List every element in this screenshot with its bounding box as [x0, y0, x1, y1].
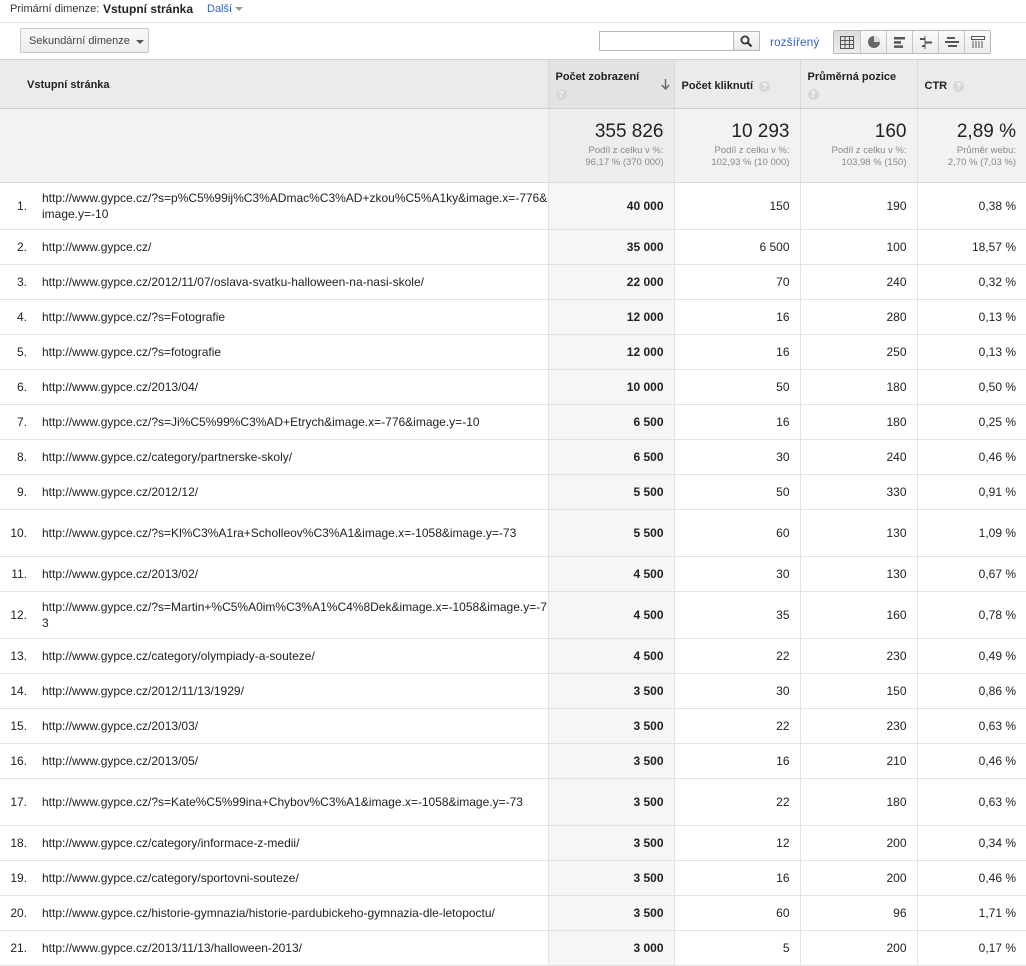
- landing-page-link[interactable]: http://www.gypce.cz/historie-gymnazia/historie-pardubickeho-gymnazia-dle-letopoctu/: [42, 906, 495, 920]
- column-header-label: Počet kliknutí: [681, 80, 754, 92]
- landing-page-cell: [0, 510, 548, 557]
- table-row: [0, 335, 1026, 370]
- impressions-cell: 35 000: [548, 230, 674, 265]
- ctr-cell: 0,13 %: [917, 300, 1026, 335]
- ctr-cell: 0,17 %: [917, 931, 1026, 966]
- avg-position-cell: 190: [800, 183, 917, 230]
- primary-dimension-value[interactable]: Vstupní stránka: [103, 2, 194, 16]
- search-input[interactable]: [599, 31, 734, 51]
- clicks-cell: 30: [674, 557, 800, 592]
- ctr-cell: 0,91 %: [917, 475, 1026, 510]
- row-index: 19.: [10, 871, 27, 885]
- ctr-cell: 0,78 %: [917, 592, 1026, 639]
- total-clicks-cell: [674, 109, 800, 183]
- total-avg-position-cell: [800, 109, 917, 183]
- table-row: [0, 230, 1026, 265]
- row-index: 4.: [16, 310, 27, 324]
- landing-page-cell: [0, 370, 548, 405]
- impressions-cell: 3 000: [548, 931, 674, 966]
- pie-view-icon[interactable]: [860, 31, 886, 53]
- column-header-label: Průměrná pozice: [807, 71, 897, 83]
- impressions-cell: 12 000: [548, 300, 674, 335]
- table-row: [0, 510, 1026, 557]
- row-index: 12.: [10, 608, 27, 622]
- landing-page-cell: [0, 335, 548, 370]
- landing-page-cell: [0, 861, 548, 896]
- row-index: 14.: [10, 684, 27, 698]
- clicks-cell: 22: [674, 709, 800, 744]
- landing-page-cell: [0, 592, 548, 639]
- ctr-cell: 0,63 %: [917, 709, 1026, 744]
- landing-page-cell: [0, 896, 548, 931]
- primary-dimension-bar: [0, 0, 1026, 23]
- avg-position-cell: 200: [800, 826, 917, 861]
- row-index: 5.: [16, 345, 27, 359]
- secondary-dimension-label: Sekundární dimenze: [29, 35, 130, 47]
- chevron-down-icon: [136, 40, 144, 44]
- landing-page-link[interactable]: http://www.gypce.cz/2013/02/: [42, 567, 199, 581]
- clicks-cell: 50: [674, 370, 800, 405]
- impressions-cell: 5 500: [548, 475, 674, 510]
- avg-position-cell: 130: [800, 557, 917, 592]
- avg-position-cell: 180: [800, 370, 917, 405]
- landing-page-link[interactable]: http://www.gypce.cz/2013/04/: [42, 380, 199, 394]
- landing-page-cell: [0, 475, 548, 510]
- landing-page-link[interactable]: http://www.gypce.cz/2012/12/: [42, 485, 199, 499]
- total-sub-label: Podíl z celku v %:: [588, 145, 664, 156]
- landing-page-cell: [0, 300, 548, 335]
- impressions-cell: 3 500: [548, 861, 674, 896]
- table-row: [0, 405, 1026, 440]
- impressions-cell: 5 500: [548, 510, 674, 557]
- total-sub-value: 2,70 % (7,03 %): [947, 157, 1016, 168]
- totals-row: [0, 109, 1026, 183]
- ctr-cell: 0,49 %: [917, 639, 1026, 674]
- row-index: 20.: [10, 906, 27, 920]
- ctr-cell: 0,67 %: [917, 557, 1026, 592]
- data-table: [0, 59, 1026, 966]
- avg-position-cell: 330: [800, 475, 917, 510]
- table-row: [0, 674, 1026, 709]
- table-row: [0, 592, 1026, 639]
- landing-page-cell: [0, 230, 548, 265]
- ctr-cell: 0,13 %: [917, 335, 1026, 370]
- table-row: [0, 265, 1026, 300]
- impressions-cell: 4 500: [548, 592, 674, 639]
- landing-page-link[interactable]: http://www.gypce.cz/2013/05/: [42, 754, 199, 768]
- column-header-label: Vstupní stránka: [27, 79, 110, 91]
- clicks-cell: 12: [674, 826, 800, 861]
- clicks-cell: 35: [674, 592, 800, 639]
- ctr-cell: 1,09 %: [917, 510, 1026, 557]
- avg-position-cell: 230: [800, 639, 917, 674]
- landing-page-link[interactable]: http://www.gypce.cz/category/informace-z-medii/: [42, 836, 300, 850]
- advanced-filter-link[interactable]: rozšířený: [770, 35, 820, 49]
- row-index: 1.: [16, 199, 27, 213]
- landing-page-cell: [0, 709, 548, 744]
- term-cloud-icon[interactable]: [938, 31, 964, 53]
- avg-position-cell: 180: [800, 405, 917, 440]
- table-row: [0, 744, 1026, 779]
- column-header-label: CTR: [924, 80, 948, 92]
- table-row: [0, 896, 1026, 931]
- landing-page-cell: [0, 931, 548, 966]
- avg-position-cell: 96: [800, 896, 917, 931]
- total-sub-value: 102,93 % (10 000): [711, 157, 790, 168]
- table-row: [0, 861, 1026, 896]
- total-value: 355 826: [594, 121, 664, 142]
- clicks-cell: 5: [674, 931, 800, 966]
- avg-position-cell: 200: [800, 931, 917, 966]
- column-header-landing-page[interactable]: [0, 60, 548, 109]
- secondary-dimension-dropdown[interactable]: [20, 28, 149, 53]
- impressions-cell: 12 000: [548, 335, 674, 370]
- column-header-avg-position[interactable]: [800, 60, 917, 109]
- landing-page-cell: [0, 265, 548, 300]
- landing-page-link[interactable]: http://www.gypce.cz/category/sportovni-souteze/: [42, 871, 299, 885]
- landing-page-cell: [0, 405, 548, 440]
- total-value: 160: [874, 121, 907, 142]
- landing-page-cell: [0, 440, 548, 475]
- avg-position-cell: 100: [800, 230, 917, 265]
- column-header-impressions[interactable]: [548, 60, 674, 109]
- help-icon[interactable]: ?: [808, 89, 819, 100]
- impressions-cell: 22 000: [548, 265, 674, 300]
- total-sub-value: 103,98 % (150): [841, 157, 907, 168]
- avg-position-cell: 240: [800, 265, 917, 300]
- search-button[interactable]: [734, 31, 760, 51]
- landing-page-link[interactable]: http://www.gypce.cz/?s=fotografie: [42, 345, 222, 359]
- landing-page-cell: [0, 779, 548, 826]
- avg-position-cell: 130: [800, 510, 917, 557]
- impressions-cell: 3 500: [548, 896, 674, 931]
- row-index: 6.: [16, 380, 27, 394]
- impressions-cell: 3 500: [548, 744, 674, 779]
- ctr-cell: 1,71 %: [917, 896, 1026, 931]
- table-row: [0, 475, 1026, 510]
- comparison-view-icon[interactable]: [912, 31, 938, 53]
- landing-page-link[interactable]: http://www.gypce.cz/?s=Fotografie: [42, 310, 226, 324]
- landing-page-link[interactable]: http://www.gypce.cz/2013/11/13/halloween-2013/: [42, 941, 302, 955]
- total-sub-label: Podíl z celku v %:: [831, 145, 907, 156]
- landing-page-link[interactable]: http://www.gypce.cz/2012/11/07/oslava-svatku-halloween-na-nasi-skole/: [42, 275, 424, 289]
- table-row: [0, 779, 1026, 826]
- table-row: [0, 300, 1026, 335]
- chevron-down-icon: [235, 7, 243, 11]
- total-value: 2,89 %: [956, 121, 1016, 142]
- row-index: 9.: [16, 485, 27, 499]
- table-row: [0, 440, 1026, 475]
- avg-position-cell: 200: [800, 861, 917, 896]
- landing-page-link[interactable]: http://www.gypce.cz/: [42, 240, 152, 254]
- sort-descending-icon: [661, 79, 670, 90]
- landing-page-link[interactable]: http://www.gypce.cz/?s=Martin+%C5%A0im%C3%A1%C4%8Dek&image.x=-1058&image.y=-73: [42, 600, 547, 630]
- ctr-cell: 0,34 %: [917, 826, 1026, 861]
- row-index: 15.: [10, 719, 27, 733]
- impressions-cell: 10 000: [548, 370, 674, 405]
- avg-position-cell: 250: [800, 335, 917, 370]
- table-row: [0, 709, 1026, 744]
- landing-page-link[interactable]: http://www.gypce.cz/?s=Ji%C5%99%C3%AD+Etrych&image.x=-776&image.y=-10: [42, 415, 480, 429]
- ctr-cell: 0,46 %: [917, 861, 1026, 896]
- clicks-cell: 60: [674, 896, 800, 931]
- impressions-cell: 3 500: [548, 826, 674, 861]
- ctr-cell: 0,32 %: [917, 265, 1026, 300]
- landing-page-cell: [0, 639, 548, 674]
- more-dimensions-label: Další: [207, 3, 233, 15]
- landing-page-cell: [0, 744, 548, 779]
- total-impressions-cell: [548, 109, 674, 183]
- landing-page-cell: [0, 183, 548, 230]
- row-index: 10.: [10, 526, 27, 540]
- row-index: 16.: [10, 754, 27, 768]
- avg-position-cell: 160: [800, 592, 917, 639]
- primary-dimension-label: Primární dimenze:: [10, 3, 100, 15]
- clicks-cell: 22: [674, 639, 800, 674]
- clicks-cell: 16: [674, 300, 800, 335]
- bar-view-icon[interactable]: [886, 31, 912, 53]
- landing-page-link[interactable]: http://www.gypce.cz/2013/03/: [42, 719, 199, 733]
- table-row: [0, 639, 1026, 674]
- help-icon[interactable]: ?: [556, 89, 567, 100]
- landing-page-link[interactable]: http://www.gypce.cz/2012/11/13/1929/: [42, 684, 244, 698]
- total-sub-label: Průměr webu:: [956, 145, 1016, 156]
- clicks-cell: 30: [674, 440, 800, 475]
- landing-page-link[interactable]: http://www.gypce.cz/category/olympiady-a-souteze/: [42, 649, 315, 663]
- help-icon[interactable]: ?: [953, 81, 964, 92]
- row-index: 8.: [16, 450, 27, 464]
- more-dimensions-link[interactable]: [207, 3, 243, 15]
- pivot-view-icon[interactable]: [964, 31, 990, 53]
- grid-view-icon[interactable]: [834, 31, 860, 53]
- table-row: [0, 370, 1026, 405]
- avg-position-cell: 230: [800, 709, 917, 744]
- impressions-cell: 40 000: [548, 183, 674, 230]
- landing-page-link[interactable]: http://www.gypce.cz/?s=Kl%C3%A1ra+Scholleov%C3%A1&image.x=-1058&image.y=-73: [42, 526, 517, 540]
- avg-position-cell: 210: [800, 744, 917, 779]
- landing-page-cell: [0, 557, 548, 592]
- avg-position-cell: 280: [800, 300, 917, 335]
- view-switcher: [833, 30, 991, 54]
- column-header-clicks[interactable]: [674, 60, 800, 109]
- row-index: 2.: [16, 240, 27, 254]
- total-value: 10 293: [731, 121, 790, 142]
- total-sub-label: Podíl z celku v %:: [714, 145, 790, 156]
- row-index: 3.: [16, 275, 27, 289]
- search-icon: [740, 35, 753, 48]
- row-index: 21.: [10, 941, 27, 955]
- landing-page-cell: [0, 674, 548, 709]
- ctr-cell: 0,25 %: [917, 405, 1026, 440]
- impressions-cell: 3 500: [548, 709, 674, 744]
- clicks-cell: 150: [674, 183, 800, 230]
- clicks-cell: 60: [674, 510, 800, 557]
- row-index: 17.: [10, 795, 27, 809]
- column-header-label: Počet zobrazení: [555, 71, 640, 83]
- ctr-cell: 0,86 %: [917, 674, 1026, 709]
- impressions-cell: 3 500: [548, 779, 674, 826]
- avg-position-cell: 180: [800, 779, 917, 826]
- row-index: 18.: [10, 836, 27, 850]
- impressions-cell: 6 500: [548, 405, 674, 440]
- landing-page-cell: [0, 826, 548, 861]
- clicks-cell: 50: [674, 475, 800, 510]
- clicks-cell: 16: [674, 744, 800, 779]
- help-icon[interactable]: ?: [759, 81, 770, 92]
- impressions-cell: 6 500: [548, 440, 674, 475]
- impressions-cell: 4 500: [548, 557, 674, 592]
- table-row: [0, 931, 1026, 966]
- clicks-cell: 16: [674, 861, 800, 896]
- row-index: 11.: [11, 567, 27, 581]
- ctr-cell: 0,46 %: [917, 440, 1026, 475]
- total-sub-value: 96,17 % (370 000): [585, 157, 664, 168]
- avg-position-cell: 240: [800, 440, 917, 475]
- row-index: 7.: [16, 415, 27, 429]
- clicks-cell: 6 500: [674, 230, 800, 265]
- landing-page-link[interactable]: http://www.gypce.cz/category/partnerske-skoly/: [42, 450, 293, 464]
- row-index: 13.: [10, 649, 27, 663]
- ctr-cell: 0,38 %: [917, 183, 1026, 230]
- clicks-cell: 22: [674, 779, 800, 826]
- column-header-ctr[interactable]: [917, 60, 1026, 109]
- landing-page-link[interactable]: http://www.gypce.cz/?s=Kate%C5%99ina+Chybov%C3%A1&image.x=-1058&image.y=-73: [42, 795, 523, 809]
- landing-page-link[interactable]: http://www.gypce.cz/?s=p%C5%99ij%C3%ADmac%C3%AD+zkou%C5%A1ky&image.x=-776&image.y=-10: [42, 191, 548, 221]
- clicks-cell: 70: [674, 265, 800, 300]
- clicks-cell: 16: [674, 405, 800, 440]
- totals-label-cell: [0, 109, 548, 183]
- total-ctr-cell: [917, 109, 1026, 183]
- table-row: [0, 557, 1026, 592]
- table-row: [0, 183, 1026, 230]
- impressions-cell: 3 500: [548, 674, 674, 709]
- clicks-cell: 30: [674, 674, 800, 709]
- ctr-cell: 0,63 %: [917, 779, 1026, 826]
- clicks-cell: 16: [674, 335, 800, 370]
- impressions-cell: 4 500: [548, 639, 674, 674]
- avg-position-cell: 150: [800, 674, 917, 709]
- ctr-cell: 0,50 %: [917, 370, 1026, 405]
- ctr-cell: 18,57 %: [917, 230, 1026, 265]
- table-row: [0, 826, 1026, 861]
- ctr-cell: 0,46 %: [917, 744, 1026, 779]
